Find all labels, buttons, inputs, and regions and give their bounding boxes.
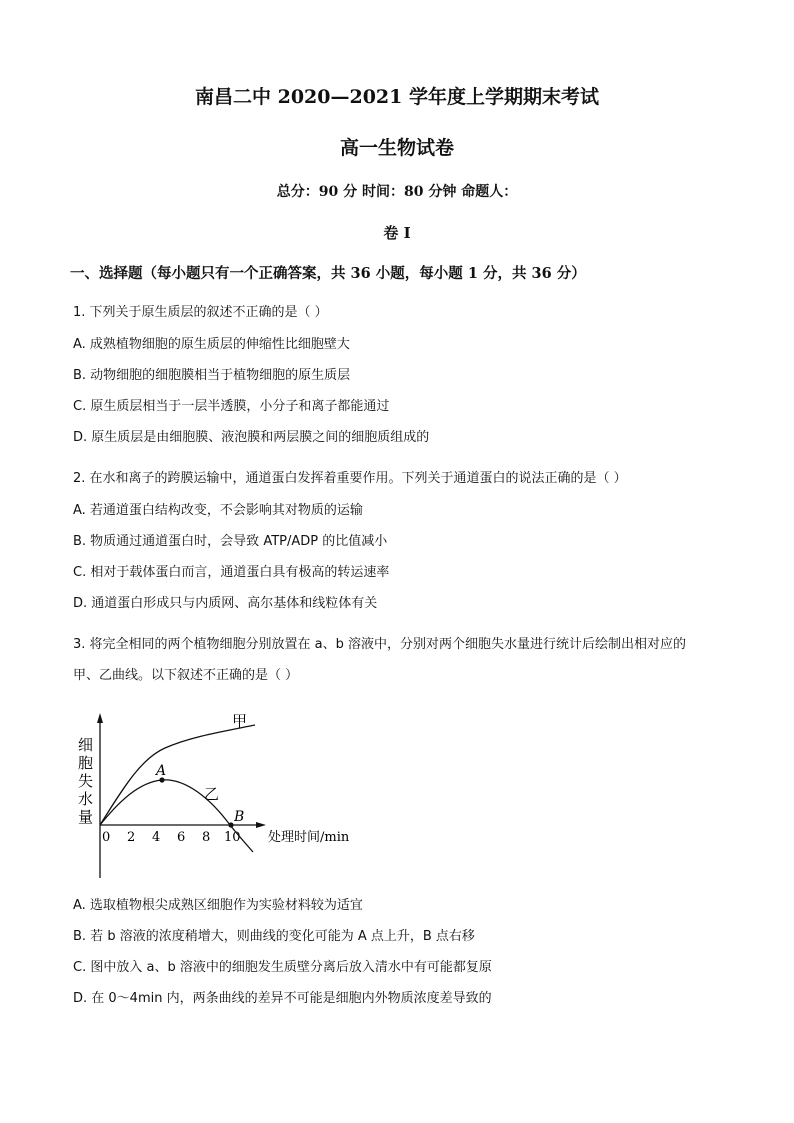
y-label-char-2: 胞 (78, 754, 94, 772)
q2-stem: 2. 在水和离子的跨膜运输中，通道蛋白发挥着重要作用。下列关于通道蛋白的说法正确的是（ ） (73, 471, 627, 486)
y-axis-arrow (97, 713, 103, 723)
y-label-char-4: 水 (78, 790, 94, 808)
exam-subtitle: 高一生物试卷 (339, 137, 454, 159)
curve-yi-label: 乙 (204, 785, 220, 803)
q3-stem-line-1: 3. 将完全相同的两个植物细胞分别放置在 a、b 溶液中，分别对两个细胞失水量进行统计后绘制出相对应的 (73, 637, 687, 652)
q1-stem: 1. 下列关于原生质层的叙述不正确的是（ ） (73, 305, 328, 320)
q3-option-b: B. 若 b 溶液的浓度稍增大，则曲线的变化可能为 A 点上升，B 点右移 (73, 929, 475, 944)
q3-stem-line-2: 甲、乙曲线。以下叙述不正确的是（ ） (73, 668, 299, 683)
q1-option-a: A. 成熟植物细胞的原生质层的伸缩性比细胞壁大 (73, 337, 350, 352)
x-tick-4: 4 (152, 830, 161, 845)
point-b-label: B (234, 809, 245, 825)
volume-label: 卷 I (383, 224, 411, 242)
q3-option-d: D. 在 0～4min 内，两条曲线的差异不可能是细胞内外物质浓度差导致的 (73, 991, 492, 1006)
q1-option-d: D. 原生质层是由细胞膜、液泡膜和两层膜之间的细胞质组成的 (73, 430, 430, 445)
q3-option-c: C. 图中放入 a、b 溶液中的细胞发生质壁分离后放入清水中有可能都复原 (73, 960, 492, 975)
y-label-char-5: 量 (78, 808, 94, 826)
x-tick-6: 6 (177, 830, 186, 845)
section-heading: 一、选择题（每小题只有一个正确答案，共 36 小题，每小题 1 分，共 36 分） (70, 265, 586, 282)
curve-jia (100, 725, 255, 825)
x-axis-arrow (256, 822, 266, 828)
exam-info: 总分：90 分 时间：80 分钟 命题人： (276, 184, 518, 200)
x-tick-2: 2 (127, 830, 136, 845)
x-tick-0: 0 (102, 830, 111, 845)
q1-option-c: C. 原生质层相当于一层半透膜，小分子和离子都能通过 (73, 399, 390, 414)
q2-option-c: C. 相对于载体蛋白而言，通道蛋白具有极高的转运速率 (73, 565, 390, 580)
y-label-char-3: 失 (78, 772, 94, 790)
y-label-char-1: 细 (78, 736, 94, 754)
water-loss-graph (70, 710, 380, 880)
q2-option-b: B. 物质通过通道蛋白时，会导致 ATP/ADP 的比值减小 (73, 534, 388, 549)
x-tick-10: 10 (224, 830, 241, 845)
q2-option-a: A. 若通道蛋白结构改变，不会影响其对物质的运输 (73, 503, 363, 518)
x-tick-8: 8 (202, 830, 211, 845)
exam-title: 南昌二中 2020—2021 学年度上学期期末考试 (195, 86, 599, 108)
q1-option-b: B. 动物细胞的细胞膜相当于植物细胞的原生质层 (73, 368, 351, 383)
curve-jia-label: 甲 (232, 712, 248, 730)
point-a-label: A (156, 763, 167, 779)
x-axis-label: 处理时间/min (268, 830, 350, 845)
q2-option-d: D. 通道蛋白形成只与内质网、高尔基体和线粒体有关 (73, 596, 378, 611)
q3-option-a: A. 选取植物根尖成熟区细胞作为实验材料较为适宜 (73, 898, 363, 913)
point-b (228, 822, 233, 827)
